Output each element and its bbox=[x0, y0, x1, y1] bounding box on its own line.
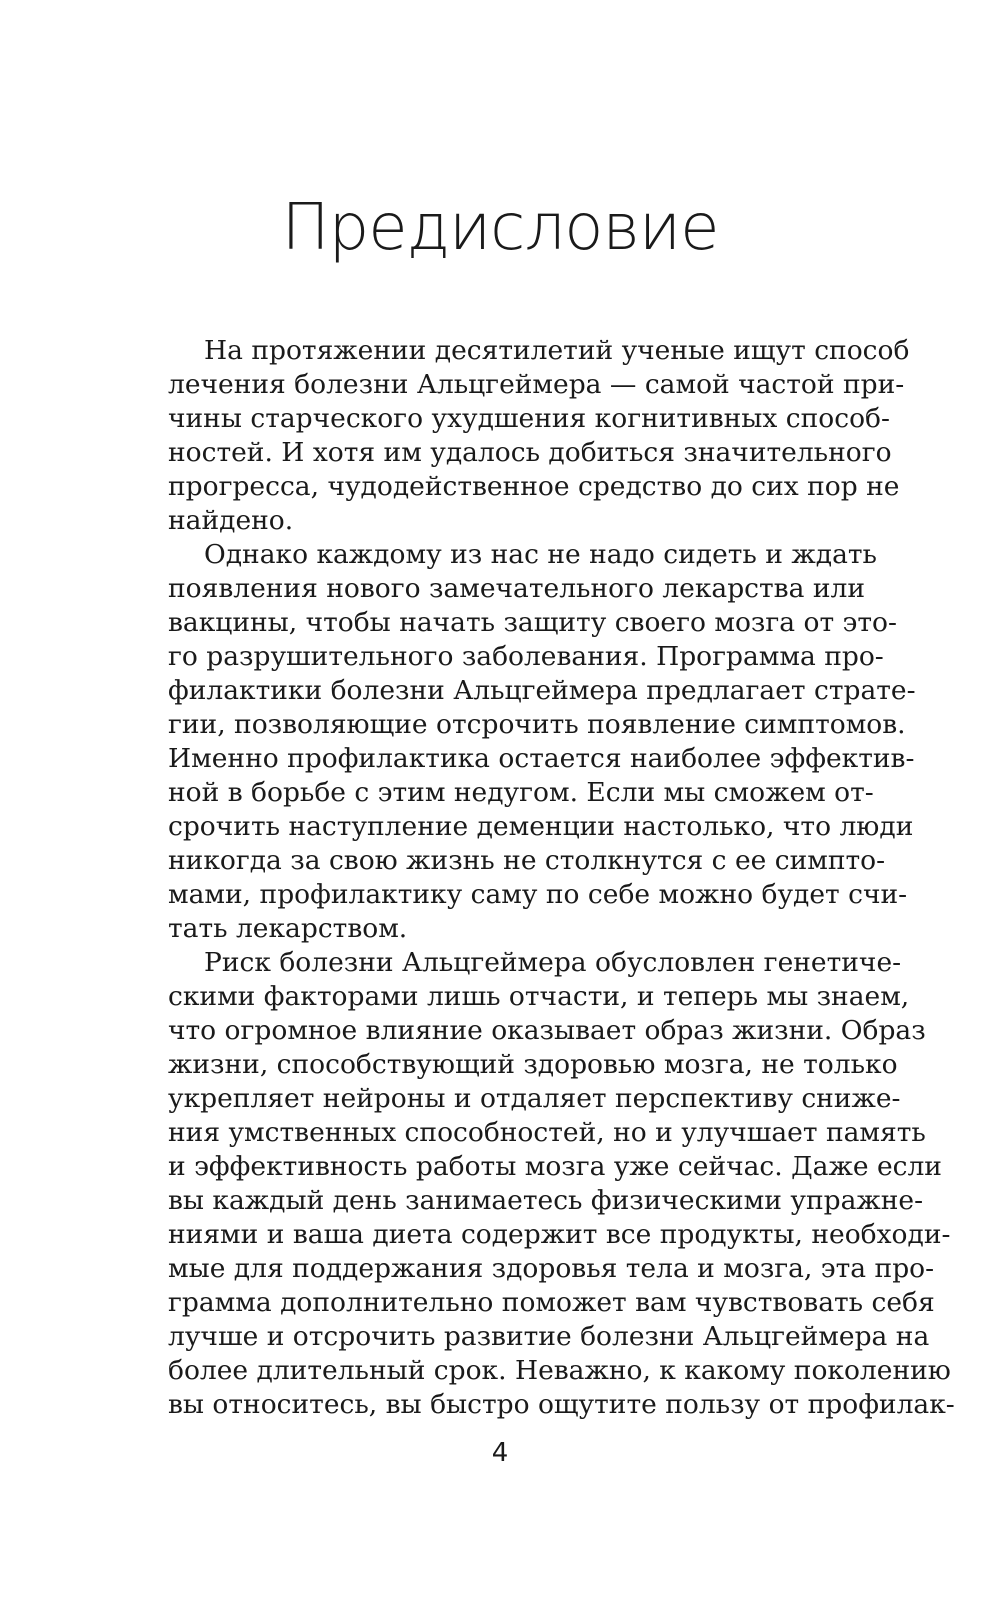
text-line: никогда за свою жизнь не столкнутся с ее симпто- bbox=[168, 845, 886, 876]
text-line: На протяжении десятилетий ученые ищут способ bbox=[204, 335, 910, 366]
text-line: грамма дополнительно поможет вам чувствовать себя bbox=[168, 1287, 935, 1318]
text-line: вы каждый день занимаетесь физическими упражне- bbox=[168, 1185, 924, 1216]
text-line: что огромное влияние оказывает образ жизни. Образ bbox=[168, 1015, 926, 1046]
text-line: ниями и ваша диета содержит все продукты, необходи- bbox=[168, 1219, 951, 1250]
text-line: более длительный срок. Неважно, к какому поколению bbox=[168, 1355, 951, 1386]
body-text bbox=[168, 334, 955, 1422]
text-line: укрепляет нейроны и отдаляет перспективу сниже- bbox=[168, 1083, 901, 1114]
text-line: мые для поддержания здоровья тела и мозга, эта про- bbox=[168, 1253, 935, 1284]
text-line: появления нового замечательного лекарства или bbox=[168, 573, 865, 604]
text-line: прогресса, чудодейственное средство до сих пор не bbox=[168, 471, 900, 502]
text-line: тать лекарством. bbox=[168, 913, 408, 944]
text-line: чины старческого ухудшения когнитивных способ- bbox=[168, 403, 890, 434]
text-line: гии, позволяющие отсрочить появление симптомов. bbox=[168, 709, 906, 740]
text-line: ностей. И хотя им удалось добиться значительного bbox=[168, 437, 892, 468]
page-number: 4 bbox=[491, 1438, 509, 1468]
text-line: срочить наступление деменции настолько, что люди bbox=[168, 811, 914, 842]
text-line: и эффективность работы мозга уже сейчас. Даже если bbox=[168, 1151, 942, 1182]
text-line: Однако каждому из нас не надо сидеть и ждать bbox=[204, 539, 877, 570]
text-line: Именно профилактика остается наиболее эффектив- bbox=[168, 743, 915, 774]
text-line: скими факторами лишь отчасти, и теперь мы знаем, bbox=[168, 981, 910, 1012]
chapter-title: Предисловие bbox=[281, 191, 719, 265]
text-line: го разрушительного заболевания. Программа про- bbox=[168, 641, 884, 672]
text-line: ния умственных способностей, но и улучшает память bbox=[168, 1117, 926, 1148]
text-line: мами, профилактику саму по себе можно будет счи- bbox=[168, 879, 908, 910]
text-line: филактики болезни Альцгеймера предлагает страте- bbox=[168, 675, 916, 706]
text-line: Риск болезни Альцгеймера обусловлен генетиче- bbox=[204, 947, 902, 978]
text-line: найдено. bbox=[168, 505, 294, 536]
text-line: лечения болезни Альцгеймера — самой частой при- bbox=[168, 369, 905, 400]
text-line: вакцины, чтобы начать защиту своего мозга от это- bbox=[168, 607, 897, 638]
text-line: ной в борьбе с этим недугом. Если мы сможем от- bbox=[168, 777, 874, 808]
text-line: жизни, способствующий здоровью мозга, не только bbox=[168, 1049, 898, 1080]
text-line: лучше и отсрочить развитие болезни Альцгеймера на bbox=[168, 1321, 930, 1352]
text-line: вы относитесь, вы быстро ощутите пользу от профилак- bbox=[168, 1389, 955, 1420]
